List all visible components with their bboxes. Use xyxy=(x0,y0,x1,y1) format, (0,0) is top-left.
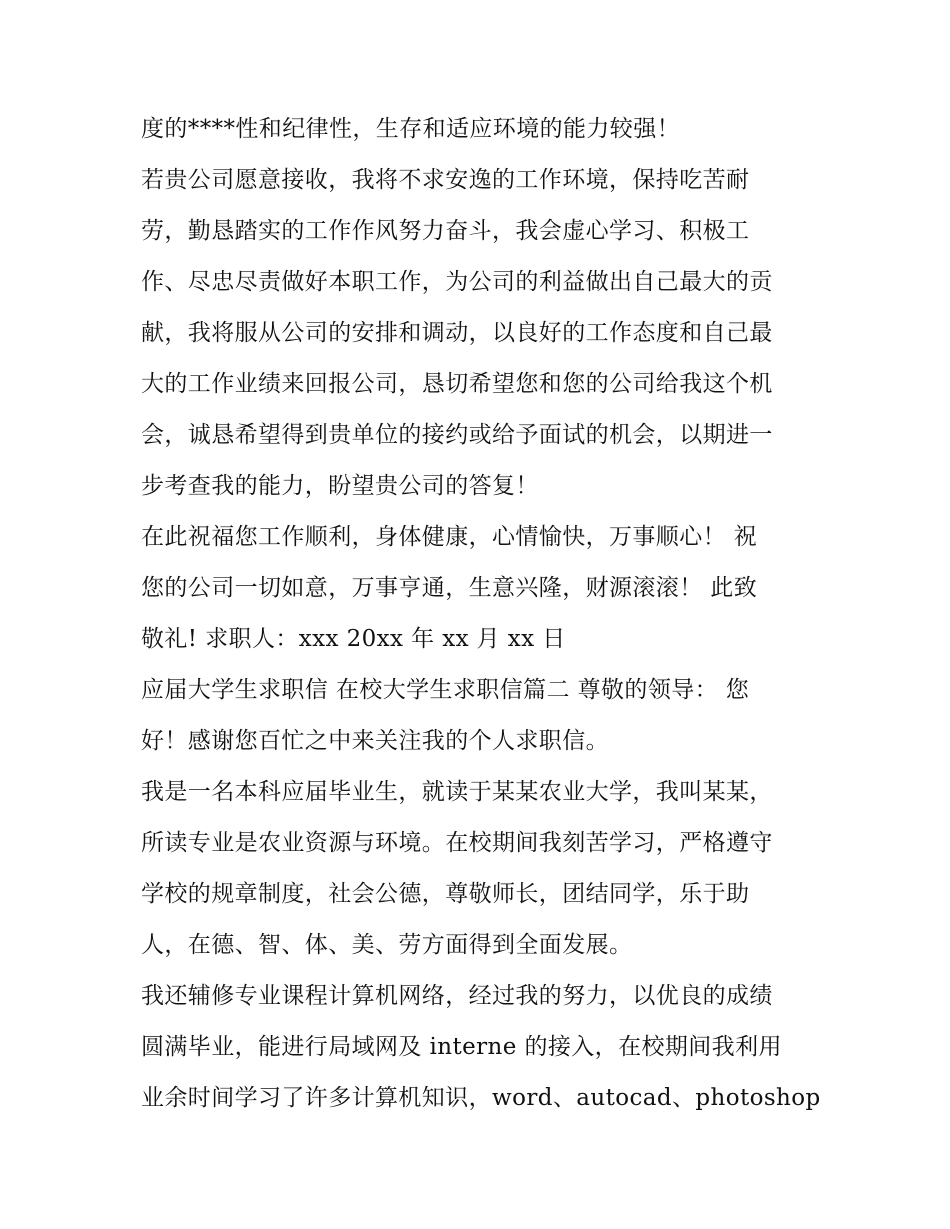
text-line: 步考查我的能力，盼望贵公司的答复！ xyxy=(141,473,539,499)
text-line: 献，我将服从公司的安排和调动，以良好的工作态度和自己最 xyxy=(141,320,773,346)
text-line: 好！感谢您百忙之中来关注我的个人求职信。 xyxy=(141,728,609,754)
text-line: 我是一名本科应届毕业生，就读于某某农业大学，我叫某某， xyxy=(141,779,773,805)
document-body xyxy=(141,104,821,1124)
text-line: 在此祝福您工作顺利，身体健康，心情愉快，万事顺心！ 祝 xyxy=(141,524,758,550)
text-line: 人，在德、智、体、美、劳方面得到全面发展。 xyxy=(141,932,633,958)
text-line: 应届大学生求职信 在校大学生求职信篇二 尊敬的领导： 您 xyxy=(141,677,750,703)
text-line: 度的****性和纪律性，生存和适应环境的能力较强！ xyxy=(141,116,680,142)
text-line: 会，诚恳希望得到贵单位的接约或给予面试的机会，以期进一 xyxy=(141,422,773,448)
text-line: 劳，勤恳踏实的工作作风努力奋斗，我会虚心学习、积极工 xyxy=(141,218,750,244)
text-line: 作、尽忠尽责做好本职工作，为公司的利益做出自己最大的贡 xyxy=(141,269,773,295)
text-line: 大的工作业绩来回报公司，恳切希望您和您的公司给我这个机 xyxy=(141,371,773,397)
text-line: 所读专业是农业资源与环境。在校期间我刻苦学习，严格遵守 xyxy=(141,830,773,856)
text-line: 我还辅修专业课程计算机网络，经过我的努力，以优良的成绩 xyxy=(141,983,773,1009)
text-line: 业余时间学习了许多计算机知识，word、autocad、photoshop xyxy=(141,1085,821,1111)
text-line: 若贵公司愿意接收，我将不求安逸的工作环境，保持吃苦耐 xyxy=(141,167,750,193)
text-line: 敬礼! 求职人：xxx 20xx 年 xx 月 xx 日 xyxy=(141,626,566,652)
text-line: 圆满毕业，能进行局域网及 interne 的接入，在校期间我利用 xyxy=(141,1034,782,1060)
text-line: 学校的规章制度，社会公德，尊敬师长，团结同学，乐于助 xyxy=(141,881,750,907)
text-line: 您的公司一切如意，万事亨通，生意兴隆，财源滚滚！ 此致 xyxy=(141,575,758,601)
